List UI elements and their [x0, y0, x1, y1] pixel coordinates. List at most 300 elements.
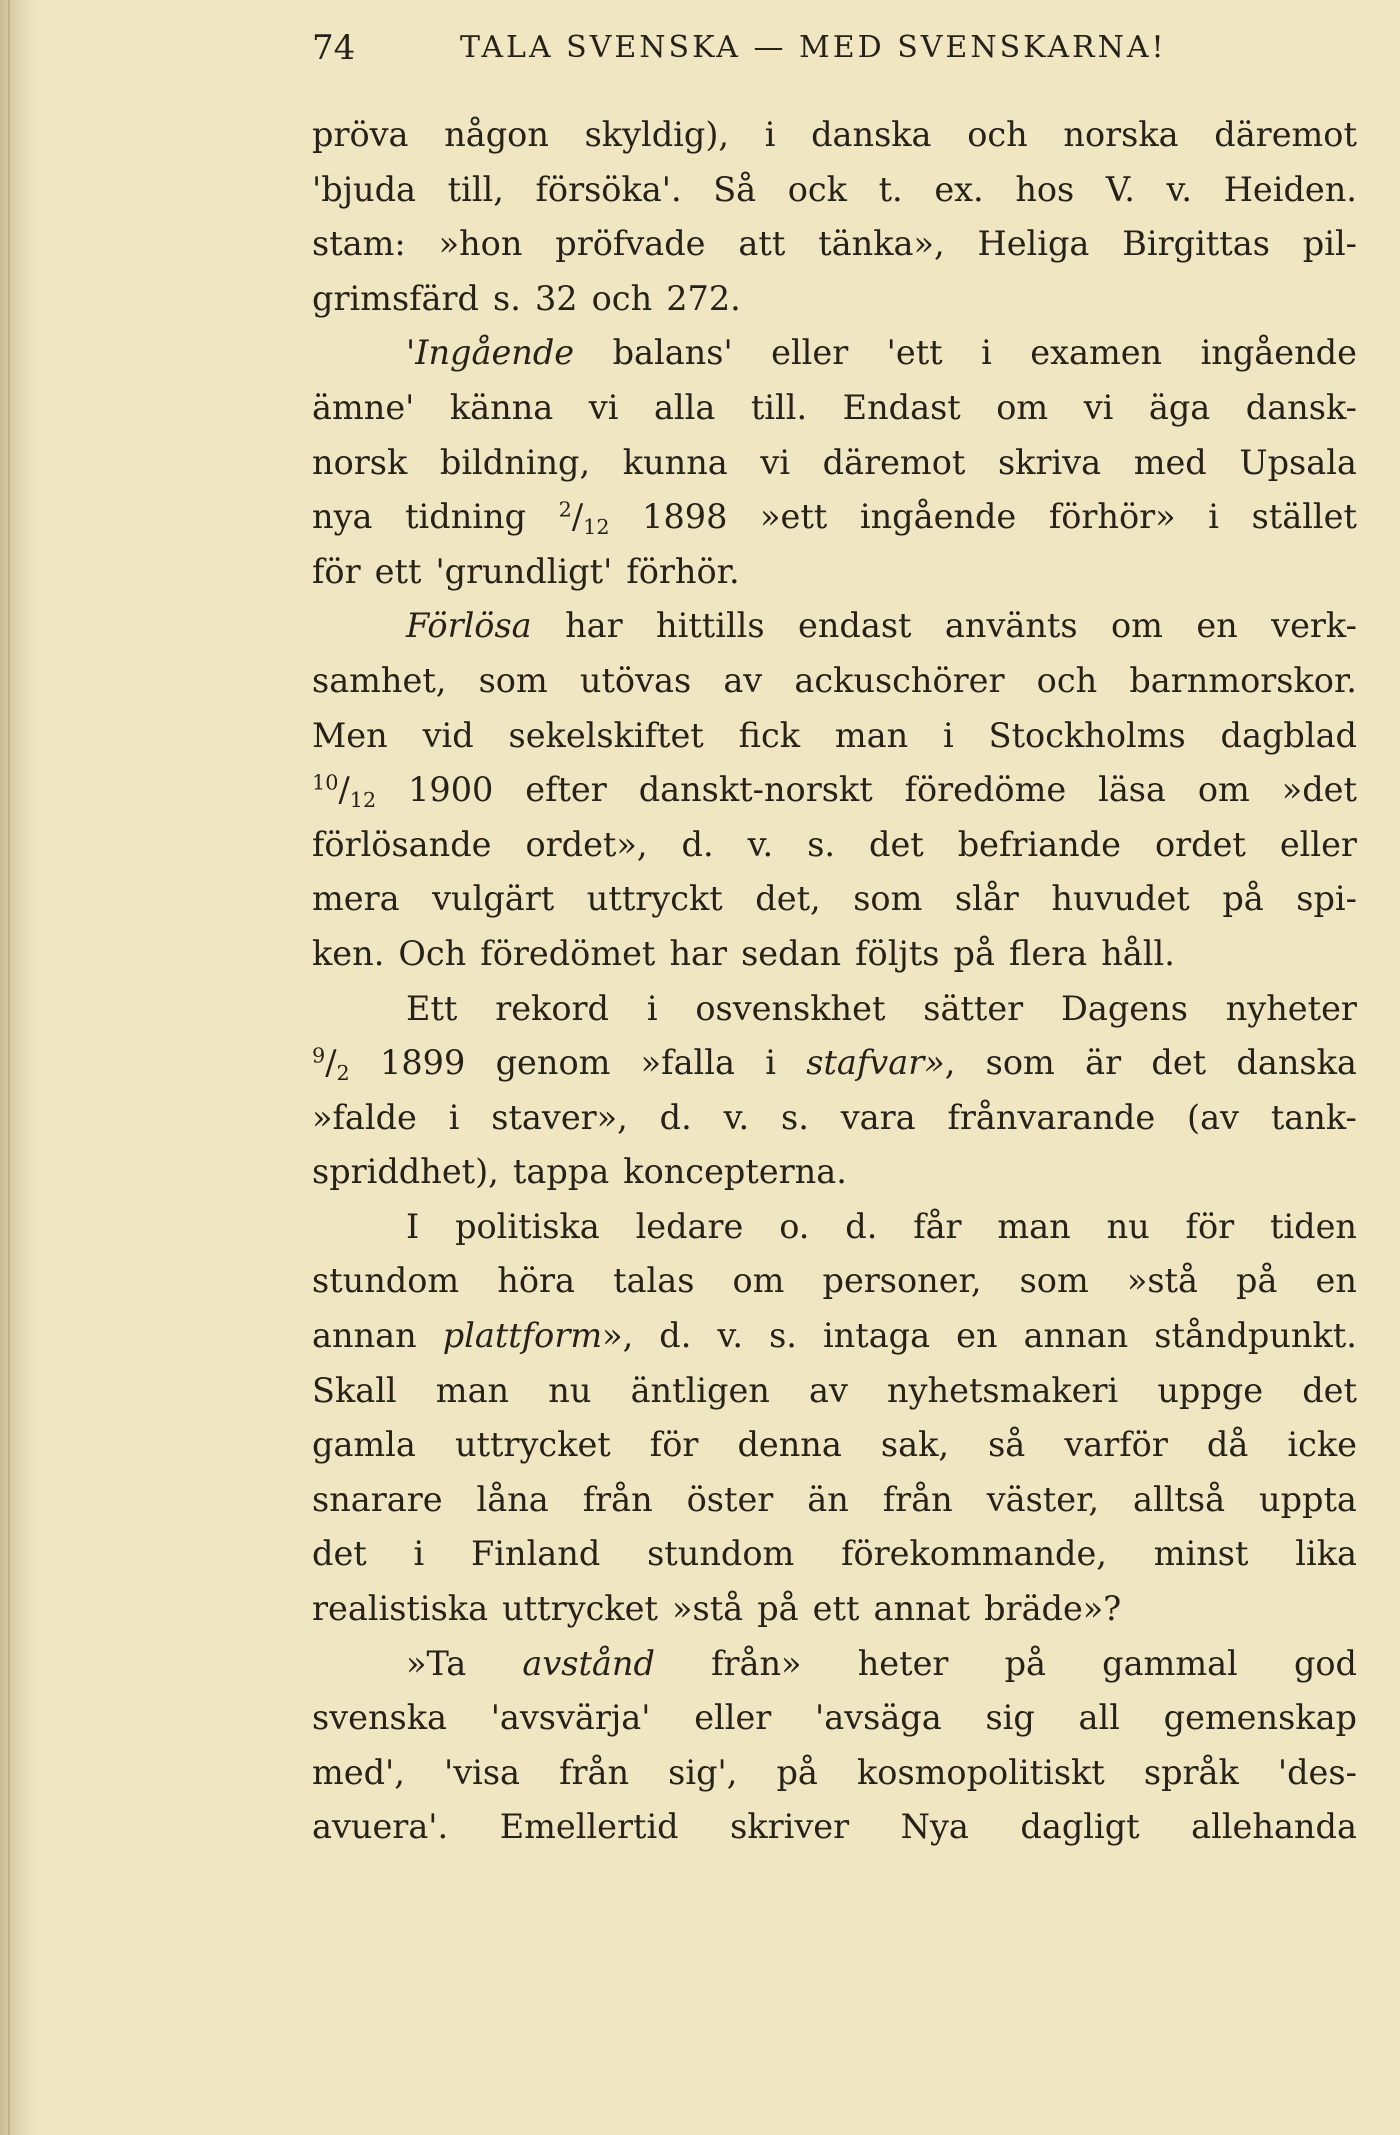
text-run: »hon	[438, 224, 523, 264]
text-run: norsk	[312, 442, 408, 482]
word	[1106, 163, 1135, 218]
text-line	[312, 1746, 1357, 1801]
text-line	[312, 1418, 1357, 1473]
book-page	[312, 0, 1357, 2135]
word	[513, 1145, 609, 1200]
text-run: gammal	[1102, 1643, 1238, 1683]
text-run: dansk-	[1245, 387, 1357, 427]
text-run: huvudet	[1051, 879, 1190, 919]
text-run: som	[985, 1043, 1055, 1083]
text-run: bildning,	[439, 442, 591, 482]
word	[666, 272, 741, 327]
word	[998, 436, 1101, 491]
text-run: 12	[583, 514, 610, 539]
word	[1144, 1746, 1239, 1801]
text-line	[312, 1582, 1357, 1637]
text-run: 'ett	[886, 333, 943, 373]
text-run: barnmorskor.	[1129, 660, 1357, 700]
text-run: tiden	[1269, 1206, 1357, 1246]
word	[1294, 1637, 1357, 1692]
text-run: pröva	[312, 115, 409, 154]
text-run: 'des-	[1277, 1752, 1357, 1792]
word	[687, 1473, 774, 1528]
word	[737, 1418, 841, 1473]
text-run: i	[1208, 497, 1219, 537]
text-run: skriva	[997, 442, 1102, 482]
word	[713, 163, 756, 218]
text-run: än	[807, 1479, 849, 1519]
word	[757, 1582, 798, 1637]
text-run: och	[591, 278, 653, 318]
word	[765, 1036, 776, 1091]
word	[771, 326, 848, 381]
text-run: (av	[1187, 1097, 1239, 1137]
text-run: »ett	[760, 497, 828, 537]
word	[815, 1691, 942, 1746]
text-run: mera	[312, 879, 400, 919]
word	[955, 872, 1019, 927]
word	[1020, 1800, 1139, 1855]
text-run: pröfvade	[555, 224, 706, 264]
text-run: Förlösa	[406, 606, 532, 646]
word	[1064, 1418, 1168, 1473]
text-run: minst	[1153, 1534, 1249, 1574]
text-run: som	[478, 660, 548, 700]
text-run: vid	[422, 715, 474, 755]
word	[843, 381, 961, 436]
text-run: av	[809, 1370, 848, 1410]
text-run: stundom	[312, 1261, 460, 1301]
text-run: för	[1185, 1206, 1235, 1246]
text-run: 'grundligt'	[435, 551, 613, 591]
word	[1271, 599, 1357, 654]
text-run: spi-	[1296, 879, 1357, 919]
word	[623, 436, 728, 491]
text-run: att	[738, 224, 786, 264]
word	[769, 1309, 797, 1364]
word	[954, 927, 995, 982]
text-run: tidning	[405, 497, 527, 537]
text-line	[312, 1036, 1357, 1091]
text-run: om	[732, 1261, 785, 1301]
text-line	[312, 108, 1357, 163]
word	[636, 1200, 744, 1255]
word	[312, 163, 416, 218]
text-run: däremot	[822, 442, 966, 482]
text-run: allehanda	[1191, 1807, 1357, 1847]
text-run: osvenskhet	[695, 988, 886, 1028]
word	[312, 1145, 499, 1200]
text-run: ståndpunkt.	[1154, 1316, 1357, 1356]
word	[1009, 927, 1087, 982]
text-run: v.	[747, 824, 774, 864]
text-run: man	[834, 715, 909, 755]
text-run: det	[1151, 1043, 1207, 1083]
text-line	[312, 1637, 1357, 1692]
word	[1049, 490, 1176, 545]
text-run: 9	[312, 1043, 326, 1068]
word	[312, 872, 400, 927]
text-run: till,	[447, 169, 504, 209]
word	[650, 1418, 699, 1473]
word	[1164, 1691, 1357, 1746]
text-run: väster,	[986, 1479, 1100, 1519]
text-run: vi	[588, 387, 619, 427]
text-run: föredöme	[904, 770, 1067, 810]
text-run: hos	[1015, 169, 1075, 209]
text-run: eller	[771, 333, 849, 373]
text-run: en	[1196, 606, 1238, 646]
text-run: av	[723, 660, 763, 700]
word	[694, 1691, 771, 1746]
word	[555, 217, 705, 272]
text-run: realistiska	[312, 1589, 489, 1629]
text-run: Så	[713, 169, 757, 209]
text-run: uppta	[1259, 1479, 1357, 1519]
word	[723, 654, 762, 709]
running-header	[312, 18, 1212, 78]
text-run: höra	[497, 1261, 575, 1301]
text-run: utövas	[579, 660, 692, 700]
text-run: nyheter	[1225, 988, 1357, 1028]
word	[682, 818, 714, 873]
word	[500, 1800, 679, 1855]
word	[312, 1746, 405, 1801]
word	[656, 599, 765, 654]
word	[841, 1091, 916, 1146]
text-run: 2	[558, 497, 572, 522]
text-run: ledare	[635, 1206, 744, 1246]
text-line	[312, 490, 1357, 545]
text-run: »falla	[640, 1043, 735, 1083]
word	[887, 1364, 1118, 1419]
word	[443, 1309, 634, 1364]
text-line	[312, 1145, 1357, 1200]
word	[312, 1527, 367, 1582]
running-title: TALA SVENSKA — MED SVENSKARNA!	[460, 30, 1167, 65]
word	[1101, 927, 1175, 982]
word	[901, 1800, 969, 1855]
text-run: »stå	[672, 1589, 744, 1629]
text-run: frånvarande	[947, 1097, 1156, 1137]
word	[312, 818, 491, 873]
text-run: koncepterna.	[623, 1152, 847, 1192]
text-run: all	[1078, 1698, 1120, 1738]
text-run: för	[649, 1425, 699, 1465]
word	[1063, 108, 1178, 163]
text-run: nu	[1106, 1206, 1150, 1246]
word	[760, 436, 790, 491]
word	[1239, 436, 1357, 491]
word	[1302, 1364, 1357, 1419]
word	[660, 1091, 692, 1146]
text-run: danska	[1236, 1043, 1357, 1083]
text-run: på	[776, 1752, 818, 1792]
text-run: fick	[738, 715, 800, 755]
text-run: norska	[1063, 115, 1179, 154]
word	[668, 1746, 737, 1801]
word	[934, 163, 983, 218]
word	[823, 436, 966, 491]
word	[312, 709, 388, 764]
word	[748, 818, 774, 873]
word	[1133, 1473, 1225, 1528]
word	[312, 1582, 488, 1637]
text-run: 1899	[380, 1043, 466, 1083]
word	[860, 490, 1016, 545]
text-run: Och	[398, 933, 467, 973]
text-run: /	[338, 770, 350, 810]
word	[312, 927, 384, 982]
word	[592, 272, 653, 327]
word	[1280, 818, 1357, 873]
text-run: d.	[659, 1316, 692, 1356]
text-run: ordet»,	[525, 824, 648, 864]
text-run: sig	[985, 1698, 1035, 1738]
word	[1207, 1418, 1248, 1473]
text-run: man	[997, 1206, 1071, 1246]
word	[811, 108, 931, 163]
word	[1191, 1800, 1357, 1855]
text-run: o.	[779, 1206, 810, 1246]
word	[450, 381, 553, 436]
word	[978, 217, 1090, 272]
text-run: äntligen	[630, 1370, 770, 1410]
word	[312, 654, 446, 709]
word	[491, 1091, 628, 1146]
text-run: grimsfärd	[312, 278, 479, 318]
text-run: ett	[812, 1589, 860, 1629]
text-run: dagligt	[1020, 1807, 1140, 1847]
text-run: I	[406, 1206, 420, 1246]
text-run: från	[882, 1479, 953, 1519]
word	[798, 599, 911, 654]
text-line	[312, 1527, 1357, 1582]
word	[779, 1200, 809, 1255]
word	[496, 1036, 611, 1091]
word	[312, 381, 414, 436]
text-run: danska	[811, 115, 932, 154]
text-run: annan	[312, 1316, 417, 1356]
word	[439, 217, 523, 272]
word	[1024, 1309, 1129, 1364]
word	[497, 1254, 575, 1309]
text-line	[312, 1473, 1357, 1528]
text-run: 2	[336, 1060, 350, 1085]
word	[858, 1637, 949, 1692]
word	[1222, 872, 1263, 927]
text-run: »stå	[1126, 1261, 1198, 1301]
word	[436, 1364, 509, 1419]
text-run: 12	[349, 787, 377, 812]
word	[654, 381, 715, 436]
text-run: Emellertid	[499, 1807, 679, 1847]
text-run: om	[1197, 770, 1250, 810]
word	[480, 927, 655, 982]
text-run: Ett	[406, 988, 458, 1028]
word	[788, 163, 847, 218]
text-run: vara	[840, 1097, 916, 1137]
text-line	[312, 163, 1357, 218]
text-run: alla	[653, 387, 716, 427]
word	[988, 1418, 1025, 1473]
word	[312, 763, 376, 818]
word	[587, 872, 723, 927]
word	[1111, 599, 1163, 654]
word	[641, 1036, 735, 1091]
word	[981, 326, 992, 381]
word	[1236, 1036, 1356, 1091]
word	[589, 381, 619, 436]
text-run: personer,	[822, 1261, 982, 1301]
text-run: d.	[845, 1206, 878, 1246]
text-line	[312, 1691, 1357, 1746]
text-run: får	[913, 1206, 962, 1246]
word	[312, 272, 479, 327]
text-run: som	[1019, 1261, 1089, 1301]
text-run: nyhetsmakeri	[887, 1370, 1119, 1410]
text-run: på	[1222, 879, 1264, 919]
text-run: uttryckt	[586, 879, 723, 919]
word	[375, 545, 422, 600]
word	[1061, 982, 1188, 1037]
text-line	[312, 381, 1357, 436]
word	[502, 1582, 658, 1637]
word	[1186, 1200, 1235, 1255]
word	[730, 1800, 849, 1855]
text-run: v.	[1166, 169, 1193, 209]
word	[1020, 1254, 1089, 1309]
word	[414, 1527, 425, 1582]
word	[525, 763, 607, 818]
word	[997, 1200, 1070, 1255]
text-run: pil-	[1302, 224, 1357, 264]
word	[565, 599, 623, 654]
word	[1151, 1036, 1206, 1091]
text-run: Upsala	[1239, 442, 1357, 482]
word	[905, 763, 1067, 818]
text-run: ett	[374, 551, 422, 591]
word	[642, 490, 727, 545]
word	[818, 217, 944, 272]
text-run: denna	[737, 1425, 842, 1465]
word	[1051, 872, 1189, 927]
text-run: plattform	[442, 1316, 603, 1356]
word	[883, 1473, 953, 1528]
word	[967, 108, 1028, 163]
word	[845, 1200, 877, 1255]
word	[807, 818, 835, 873]
word	[1127, 1254, 1198, 1309]
text-run: i	[764, 115, 776, 154]
word	[559, 1746, 629, 1801]
text-run: snarare	[312, 1479, 443, 1519]
text-run: sekelskiftet	[508, 715, 704, 755]
text-run: nu	[548, 1370, 592, 1410]
word	[647, 982, 658, 1037]
word	[455, 1200, 600, 1255]
text-run: avuera'.	[312, 1807, 449, 1847]
text-run: varför	[1064, 1425, 1168, 1465]
text-run: »,	[602, 1316, 634, 1356]
text-run: som	[853, 879, 923, 919]
word	[881, 1418, 949, 1473]
text-run: sak,	[880, 1425, 950, 1465]
text-run: s.	[493, 278, 521, 318]
word	[711, 1637, 801, 1692]
text-run: politiska	[455, 1206, 600, 1246]
word	[923, 982, 1023, 1037]
text-run: /	[325, 1043, 337, 1083]
word	[1102, 1637, 1238, 1692]
text-run: så	[988, 1425, 1026, 1465]
word	[432, 872, 554, 927]
word	[1084, 381, 1114, 436]
word	[1166, 163, 1192, 218]
text-line	[312, 1091, 1357, 1146]
word	[1226, 982, 1357, 1037]
word	[1271, 1091, 1357, 1146]
word	[835, 709, 908, 764]
word	[509, 709, 704, 764]
text-run: om	[996, 387, 1049, 427]
word	[1154, 1309, 1357, 1364]
text-run: ex.	[934, 169, 984, 209]
word	[623, 1145, 847, 1200]
text-run: /	[571, 497, 584, 537]
word	[312, 1364, 397, 1419]
text-run: det	[1302, 1370, 1357, 1410]
text-run: är	[1085, 1043, 1122, 1083]
text-run: tänka»,	[818, 224, 945, 264]
text-run: ,	[944, 1043, 956, 1083]
text-run: t.	[878, 169, 903, 209]
word	[477, 1473, 549, 1528]
text-run: i	[765, 1043, 776, 1083]
word	[312, 436, 407, 491]
word	[1246, 381, 1357, 436]
word	[755, 872, 820, 927]
word	[669, 927, 727, 982]
text-run: för	[312, 551, 361, 591]
text-run: '	[406, 333, 416, 373]
word	[943, 709, 954, 764]
text-run: talas	[613, 1261, 695, 1301]
text-run: tank-	[1270, 1097, 1357, 1137]
word	[312, 1091, 417, 1146]
word	[1208, 490, 1219, 545]
word	[751, 381, 807, 436]
text-run: Heliga	[977, 224, 1090, 264]
word	[525, 818, 647, 873]
text-run: från	[559, 1752, 630, 1792]
word	[986, 1036, 1055, 1091]
text-line	[312, 872, 1357, 927]
text-run: 272.	[666, 278, 741, 318]
text-line	[312, 1364, 1357, 1419]
word	[776, 1746, 817, 1801]
text-run: samhet,	[312, 660, 447, 700]
word	[583, 1473, 653, 1528]
text-run: låna	[476, 1479, 549, 1519]
text-run: om	[1110, 606, 1163, 646]
word	[1030, 326, 1162, 381]
word	[672, 1582, 743, 1637]
text-run: håll.	[1101, 933, 1175, 973]
text-run: flera	[1009, 933, 1088, 973]
text-run: v.	[723, 1097, 750, 1137]
text-run: har	[565, 606, 623, 646]
